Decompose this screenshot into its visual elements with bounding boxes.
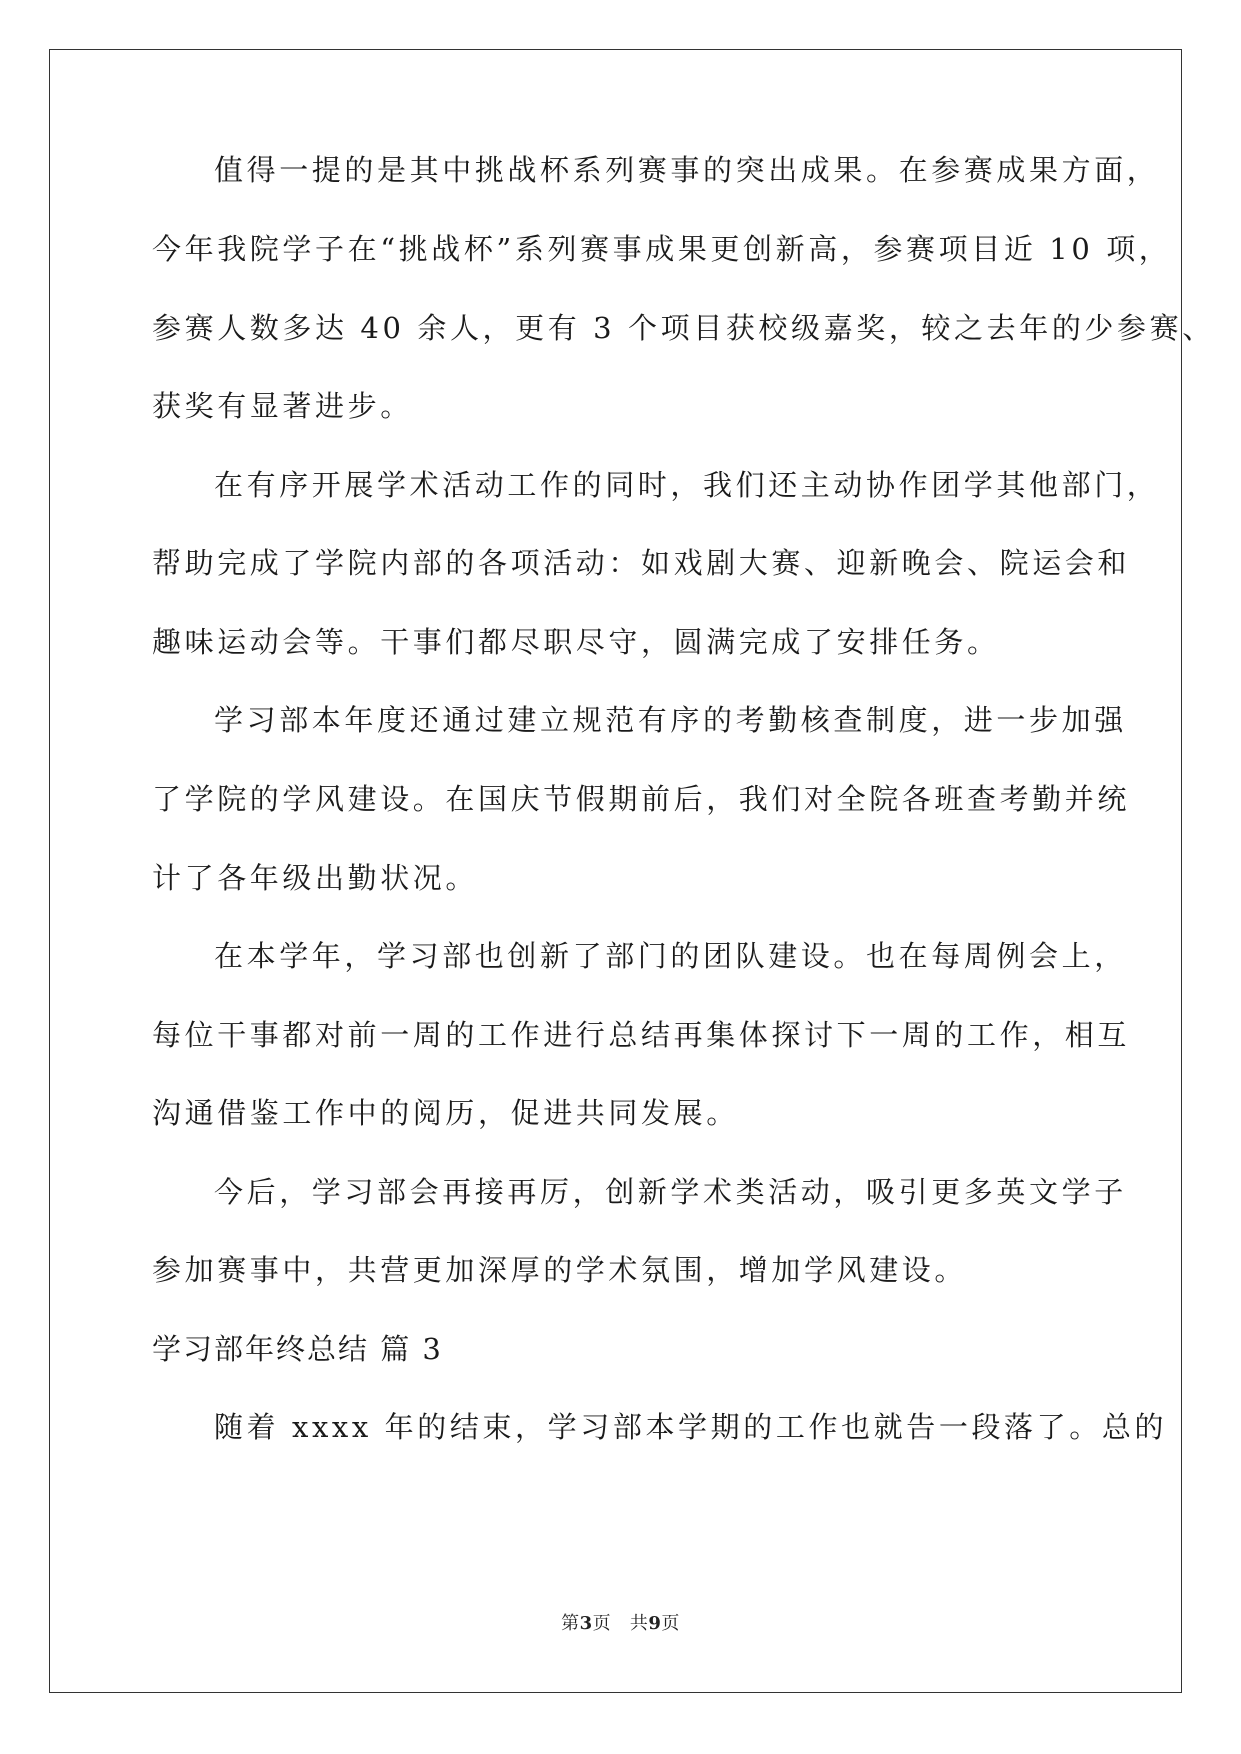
paragraph-line: 了学院的学风建设。在国庆节假期前后，我们对全院各班查考勤并统 — [152, 782, 1131, 816]
footer-mid: 页 共 — [592, 1613, 649, 1634]
page-footer — [0, 1612, 1241, 1636]
section-heading: 学习部年终总结 篇 3 — [152, 1332, 443, 1366]
paragraph-line: 沟通借鉴工作中的阅历，促进共同发展。 — [152, 1096, 739, 1130]
paragraph-line: 学习部本年度还通过建立规范有序的考勤核查制度，进一步加强 — [214, 703, 1127, 737]
paragraph-line: 值得一提的是其中挑战杯系列赛事的突出成果。在参赛成果方面， — [214, 153, 1160, 187]
paragraph-line: 计了各年级出勤状况。 — [152, 861, 479, 895]
paragraph-line: 参赛人数多达 40 余人，更有 3 个项目获校级嘉奖，较之去年的少参赛、 — [152, 311, 1215, 345]
paragraph-line: 在有序开展学术活动工作的同时，我们还主动协作团学其他部门， — [214, 468, 1160, 502]
footer-page-total: 9 — [648, 1613, 662, 1634]
paragraph-line: 帮助完成了学院内部的各项活动：如戏剧大赛、迎新晚会、院运会和 — [152, 546, 1131, 580]
paragraph-line: 每位干事都对前一周的工作进行总结再集体探讨下一周的工作，相互 — [152, 1018, 1131, 1052]
paragraph-line: 在本学年，学习部也创新了部门的团队建设。也在每周例会上， — [214, 939, 1127, 973]
footer-page-current: 3 — [579, 1613, 593, 1634]
footer-suffix: 页 — [661, 1613, 680, 1634]
paragraph-line: 参加赛事中，共营更加深厚的学术氛围，增加学风建设。 — [152, 1253, 968, 1287]
paragraph-line: 随着 xxxx 年的结束，学习部本学期的工作也就告一段落了。总的 — [214, 1410, 1168, 1444]
paragraph-line: 今后，学习部会再接再厉，创新学术类活动，吸引更多英文学子 — [214, 1175, 1127, 1209]
paragraph-line: 获奖有显著进步。 — [152, 389, 413, 423]
paragraph-line: 趣味运动会等。干事们都尽职尽守，圆满完成了安排任务。 — [152, 625, 1000, 659]
paragraph-line: 今年我院学子在“挑战杯”系列赛事成果更创新高，参赛项目近 10 项， — [152, 232, 1172, 266]
footer-prefix: 第 — [561, 1613, 580, 1634]
